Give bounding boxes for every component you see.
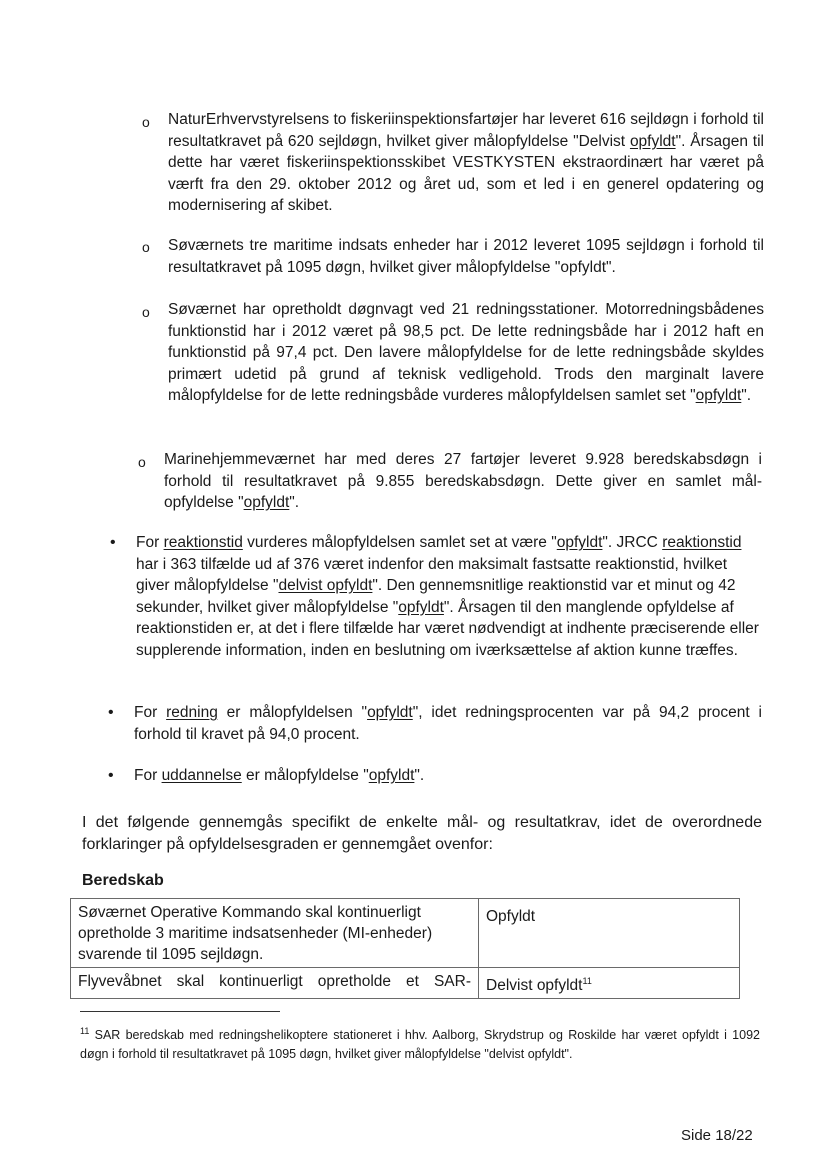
sub-bullet-paragraph xyxy=(164,449,762,514)
bullet-paragraph xyxy=(134,765,762,787)
underlined-term: opfyldt xyxy=(398,598,444,616)
sub-bullet-marker: o xyxy=(142,239,150,255)
footnote-number: 11 xyxy=(80,1026,90,1036)
underlined-term: delvist opfyldt xyxy=(278,577,373,594)
status-text: Delvist opfyldt xyxy=(486,977,583,995)
status-cell xyxy=(479,968,740,999)
requirement-cell xyxy=(71,968,479,999)
text-run: ". JRCC xyxy=(602,534,663,551)
text-run: Marinehjemmeværnet har med deres 27 fartøjer leveret 9.928 beredskabsdøgn i forhold til resultatkravet på 9.855 beredskabsdøgn. Dette giver en samlet mål-opfyldelse " xyxy=(164,451,762,511)
sub-bullet-marker: o xyxy=(142,114,150,130)
bullet-marker: • xyxy=(108,704,114,721)
text-run: ". xyxy=(741,387,752,404)
requirements-table xyxy=(70,898,740,999)
underlined-term: opfyldt xyxy=(629,132,676,150)
underlined-term: opfyldt xyxy=(368,767,415,784)
sub-bullet-paragraph xyxy=(168,235,764,278)
bullet-paragraph xyxy=(136,532,760,661)
text-run: er målopfyldelsen " xyxy=(217,704,368,721)
underlined-term: reaktionstid xyxy=(662,534,742,551)
requirement-cell: Søværnet Operative Kommando skal kontinuerligt opretholde 3 maritime indsatsenheder (MI-enheder) svarende til 1095 sejldøgn. xyxy=(71,899,479,968)
text-run: vurderes målopfyldelsen samlet set at være " xyxy=(242,534,557,551)
text-run: er målopfyldelse " xyxy=(241,767,369,784)
footnote-text: SAR beredskab med redningshelikoptere stationeret i hhv. Aalborg, Skrydstrup og Roskilde har været opfyldt i 1092 døgn i forhold til resultatkravet på 1095 døgn, hvilket giver målopfyldelse "delvist opfyldt". xyxy=(80,1028,760,1062)
underlined-term: opfyldt xyxy=(695,387,742,404)
requirement-text: Flyvevåbnet skal kontinuerligt opretholde et SAR- xyxy=(78,973,471,990)
bullet-marker: • xyxy=(110,534,116,551)
status-cell xyxy=(479,899,740,968)
text-run: NaturErhvervstyrelsens to fiskeriinspektionsfartøjer har leveret 616 sejldøgn i forhold til resultatkravet på 620 sejldøgn, hvilket giver målopfyldelse "Delvist xyxy=(168,111,764,150)
text-run: ". Den gennemsnitlige reaktionstid var et minut og 42 sekunder, hvilket giver målopfyldelse " xyxy=(136,577,736,616)
footnote xyxy=(80,1022,760,1064)
section-heading: Beredskab xyxy=(82,872,164,889)
sub-bullet-paragraph xyxy=(168,109,764,217)
underlined-term: redning xyxy=(166,704,218,721)
sub-bullet-marker: o xyxy=(142,304,150,320)
text-run: For xyxy=(134,767,162,784)
text-run: Søværnets tre maritime indsats enheder har i 2012 leveret 1095 sejldøgn i forhold til resultatkravet på 1095 døgn, hvilket giver målopfyldelse "opfyldt". xyxy=(168,237,764,276)
underlined-term: opfyldt xyxy=(243,494,290,511)
underlined-term: reaktionstid xyxy=(163,534,243,551)
text-run: For xyxy=(134,704,167,721)
text-run: ". xyxy=(289,494,300,511)
underlined-term: opfyldt xyxy=(556,534,603,551)
text-run: ", idet redningsprocenten var på 94,2 procent i forhold til kravet på 94,0 procent. xyxy=(134,704,762,743)
table-row xyxy=(71,899,740,968)
underlined-term: opfyldt xyxy=(367,704,413,721)
sub-bullet-paragraph xyxy=(168,299,764,407)
table-row xyxy=(71,968,740,999)
sub-bullet-marker: o xyxy=(138,454,146,470)
footnote-ref: 11 xyxy=(582,976,592,986)
text-run: Søværnet har opretholdt døgnvagt ved 21 redningsstationer. Motorredningsbådenes funktionstid har i 2012 været på 98,5 pct. De lette redningsbåde har i 2012 haft en funktionstid på 97,4 pct. Den lavere målopfyldelse for de lette redningsbåde skyldes primært udetid på grund af teknisk vedligehold. Trods den marginalt lavere målopfyldelse for de lette redningsbåde vurderes målopfyldelsen samlet set " xyxy=(168,301,764,404)
text-run: ". Årsagen til den manglende opfyldelse af reaktionstiden er, at det i flere tilfælde har været nødvendigt at indhente præciserende eller supplerende information, inden en beslutning om iværksættelse af aktion kunne træffes. xyxy=(136,598,759,659)
bullet-paragraph xyxy=(134,702,762,745)
text-run: For xyxy=(136,534,164,551)
text-run: ". xyxy=(414,767,425,784)
page-number: Side 18/22 xyxy=(681,1127,753,1144)
footnote-divider xyxy=(80,1011,280,1012)
bullet-marker: • xyxy=(108,767,114,784)
intro-paragraph: I det følgende gennemgås specifikt de enkelte mål- og resultatkrav, idet de overordnede forklaringer på opfyldelsesgraden er gennemgået ovenfor: xyxy=(82,814,762,853)
text-run: har i 363 tilfælde ud af 376 været indenfor den maksimalt fastsatte reaktionstid, hvilket giver målopfyldelse " xyxy=(136,555,728,594)
text-run: ". Årsagen til dette har været fiskeriinspektionsskibet VESTKYSTEN ekstraordinært har været på værft fra den 29. oktober 2012 og året ud, som et led i en generel opdatering og modernisering af skibet. xyxy=(168,132,764,214)
underlined-term: uddannelse xyxy=(161,767,242,784)
status-text: Opfyldt xyxy=(486,908,536,926)
